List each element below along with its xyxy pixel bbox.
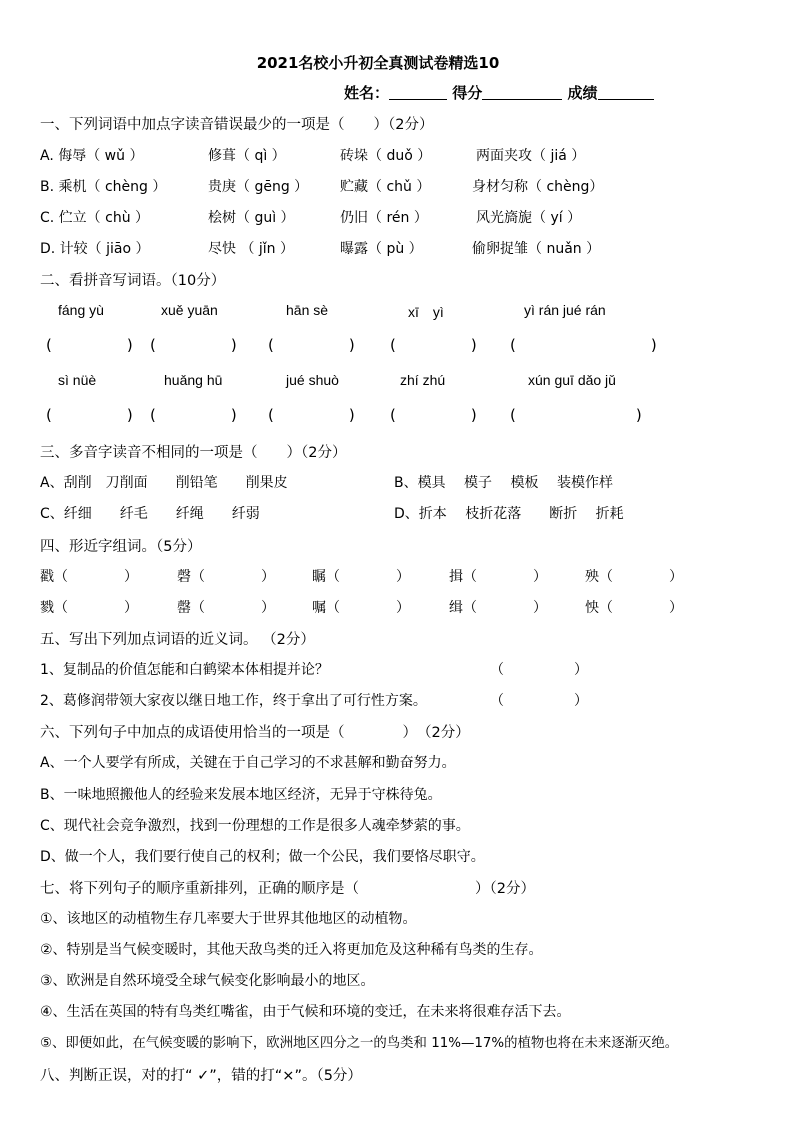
q4-item: 戳（ ） [40, 569, 138, 585]
q3-option-d: D、折本 枝折花落 断折 折耗 [394, 506, 624, 522]
pinyin-item: zhí zhú [400, 372, 446, 388]
q1-option: 两面夹攻（ jiá ） [476, 148, 586, 164]
pinyin-item: huǎng hū [164, 372, 223, 388]
q3-option-a: A、刮削 刀削面 削铅笔 削果皮 [40, 475, 288, 491]
q4-item: 戮（ ） [40, 600, 138, 616]
student-info-bar [344, 82, 654, 103]
q6-option-c: C、现代社会竞争激烈，找到一份理想的工作是很多人魂牵梦萦的事。 [40, 818, 470, 834]
q7-heading: 七、将下列句子的顺序重新排列，正确的顺序是（ ）（2分） [40, 881, 535, 897]
q5-heading: 五、写出下列加点词语的近义词。 （2分） [40, 632, 315, 648]
q4-item: 罄（ ） [177, 600, 275, 616]
q4-item: 瞩（ ） [312, 569, 410, 585]
answer-blank[interactable]: ( ) [510, 406, 642, 424]
q1-option: B. 乘机（ chèng ） [40, 179, 167, 195]
q1-option: 桧树（ guì ） [208, 210, 295, 226]
name-label: 姓名： [344, 84, 390, 102]
pinyin-item: sì nüè [58, 372, 97, 388]
q7-sentence: ⑤、即便如此，在气候变暖的影响下，欧洲地区四分之一的鸟类和 11%—17%的植物也将在未来逐渐灭绝。 [40, 1036, 679, 1051]
q2-heading: 二、看拼音写词语。（10分） [40, 273, 226, 289]
answer-blank[interactable]: ( ) [150, 336, 237, 354]
q1-heading: 一、下列词语中加点字读音错误最少的一项是（ ）（2分） [40, 117, 434, 133]
q1-option: 贵庚（ gēng ） [208, 179, 309, 195]
q1-option: 偷卵捉雏（ nuǎn ） [472, 241, 601, 257]
grade-label: 成绩 [567, 84, 598, 102]
pinyin-item: xuě yuān [161, 302, 218, 318]
q4-item: 怏（ ） [585, 600, 683, 616]
answer-blank[interactable]: ( ) [46, 406, 133, 424]
q1-option: 身材匀称（ chèng） [472, 179, 604, 195]
score-label: 得分 [452, 84, 483, 102]
answer-blank[interactable]: ( ) [150, 406, 237, 424]
q1-option: 贮藏（ chǔ ） [340, 179, 431, 195]
q6-option-d: D、做一个人，我们要行使自己的权利；做一个公民，我们要恪尽职守。 [40, 849, 485, 865]
pinyin-item: jué shuò [286, 372, 339, 388]
grade-blank[interactable] [598, 85, 654, 100]
pinyin-item: hān sè [286, 302, 329, 318]
q7-sentence: ④、生活在英国的特有鸟类红嘴雀，由于气候和环境的变迁，在未来将很难存活下去。 [40, 1004, 571, 1020]
q1-option: A. 侮辱（ wǔ ） [40, 148, 144, 164]
answer-blank[interactable]: （ ） [490, 693, 588, 709]
pinyin-item: xī yì [408, 304, 444, 320]
q7-sentence: ②、特别是当气候变暖时，其他天敌鸟类的迁入将更加危及这种稀有鸟类的生存。 [40, 942, 543, 958]
q4-item: 殃（ ） [585, 569, 683, 585]
q6-option-a: A、一个人要学有所成，关键在于自己学习的不求甚解和勤奋努力。 [40, 755, 456, 771]
q4-item: 磬（ ） [177, 569, 275, 585]
answer-blank[interactable]: ( ) [390, 406, 477, 424]
answer-blank[interactable]: ( ) [510, 336, 657, 354]
answer-blank[interactable]: （ ） [490, 662, 588, 678]
name-blank[interactable] [389, 85, 447, 100]
q3-option-b: B、模具 模子 模板 装模作样 [394, 475, 613, 491]
q4-heading: 四、形近字组词。（5分） [40, 539, 202, 555]
q1-option: 尽快 （ jǐn ） [208, 241, 295, 257]
q1-option: C. 伫立（ chù ） [40, 210, 150, 226]
q1-option: 曝露（ pù ） [340, 241, 423, 257]
score-blank[interactable] [482, 85, 562, 100]
pinyin-item: fáng yù [58, 302, 104, 318]
answer-blank[interactable]: ( ) [46, 336, 133, 354]
q5-item: 2、葛修润带领大家夜以继日地工作，终于拿出了可行性方案。 [40, 693, 427, 709]
pinyin-item: yì rán jué rán [524, 302, 606, 318]
q1-option: 砖垛（ duǒ ） [340, 148, 432, 164]
q1-option: 修葺（ qì ） [208, 148, 286, 164]
answer-blank[interactable]: ( ) [268, 336, 355, 354]
q1-option: 仍旧（ rén ） [340, 210, 428, 226]
q4-item: 缉（ ） [449, 600, 547, 616]
q6-heading: 六、下列句子中加点的成语使用恰当的一项是（ ） （2分） [40, 725, 470, 741]
q5-item: 1、复制品的价值怎能和白鹤梁本体相提并论？ [40, 662, 329, 678]
q7-sentence: ③、欧洲是自然环境受全球气候变化影响最小的地区。 [40, 973, 375, 989]
answer-blank[interactable]: ( ) [268, 406, 355, 424]
q1-option: 风光旖旎（ yí ） [476, 210, 582, 226]
q3-heading: 三、多音字读音不相同的一项是（ ）（2分） [40, 445, 347, 461]
q8-heading: 八、判断正误，对的打“ ✓”，错的打“×”。（5分） [40, 1068, 362, 1084]
q6-option-b: B、一味地照搬他人的经验来发展本地区经济，无异于守株待兔。 [40, 787, 442, 803]
pinyin-item: xún guī dǎo jǔ [528, 372, 616, 388]
answer-blank[interactable]: ( ) [390, 336, 477, 354]
q7-sentence: ①、该地区的动植物生存几率要大于世界其他地区的动植物。 [40, 911, 417, 927]
q4-item: 揖（ ） [449, 569, 547, 585]
q3-option-c: C、纤细 纤毛 纤绳 纤弱 [40, 506, 260, 522]
q1-option: D. 计较（ jiāo ） [40, 241, 150, 257]
q4-item: 嘱（ ） [312, 600, 410, 616]
page-title: 2021名校小升初全真测试卷精选10 [256, 54, 500, 72]
